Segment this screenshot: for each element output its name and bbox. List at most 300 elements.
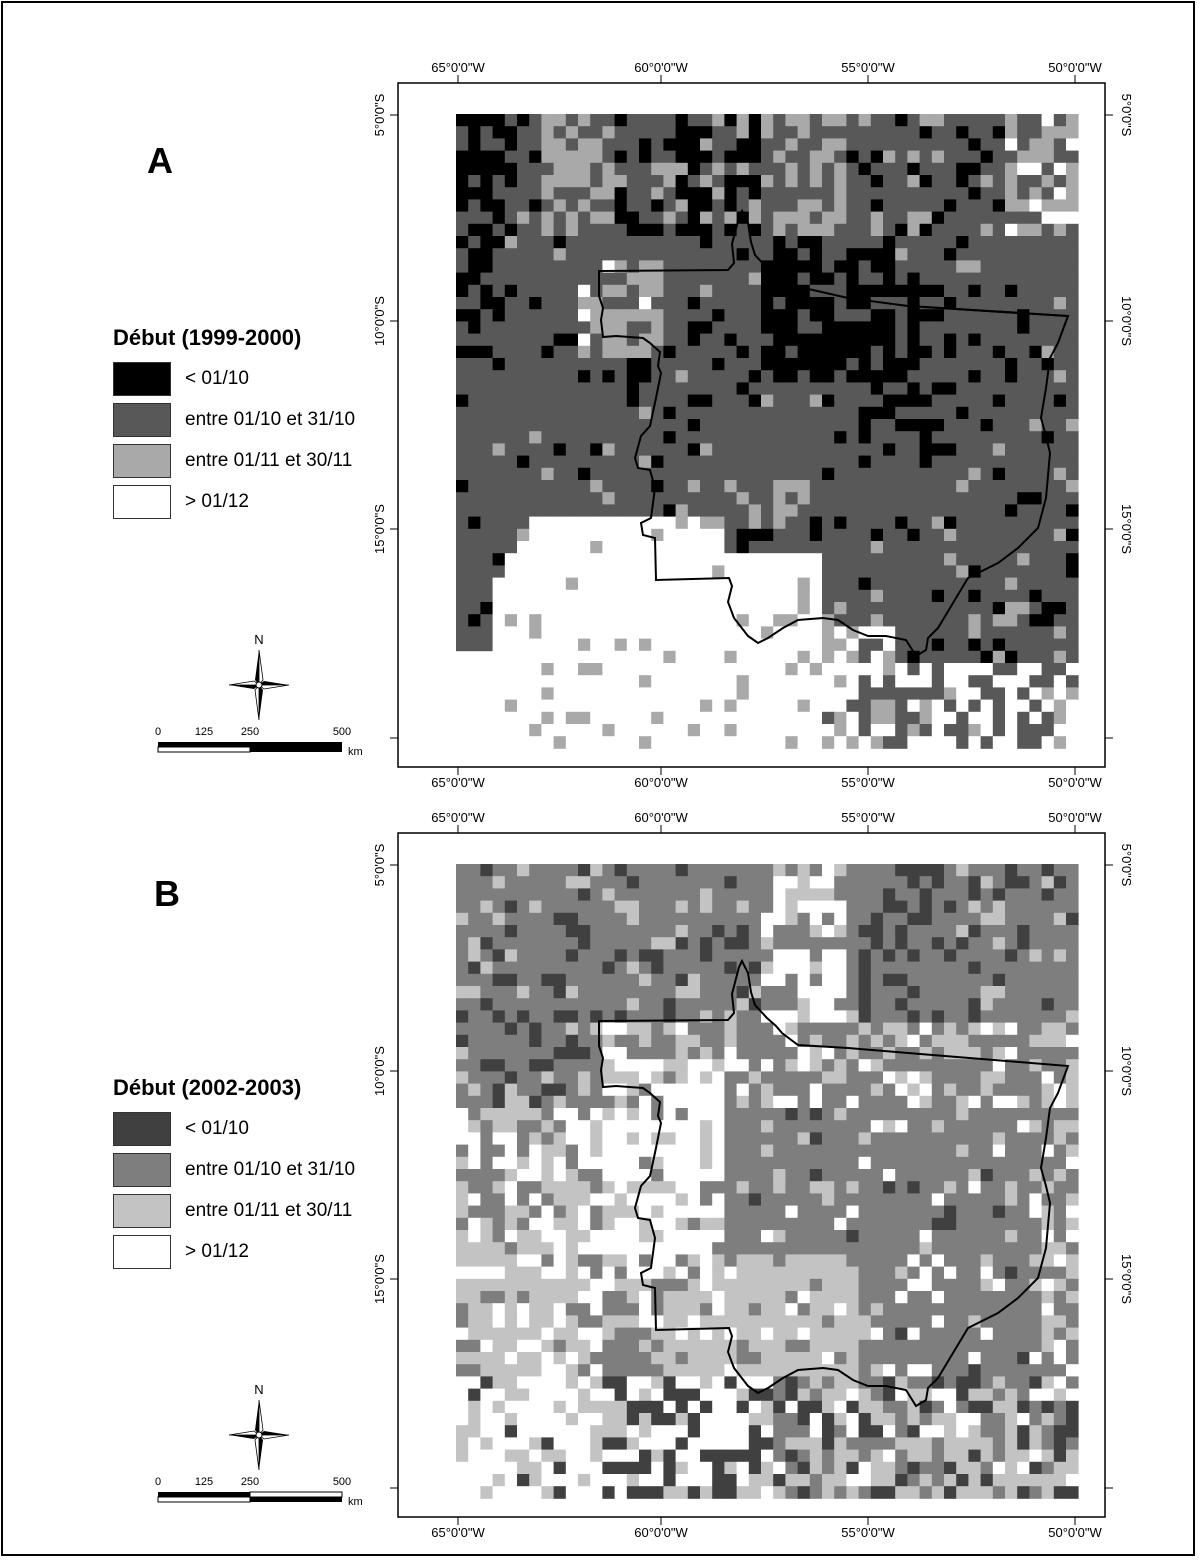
- raster-cell: [993, 949, 1006, 962]
- raster-cell: [676, 321, 689, 334]
- raster-cell: [724, 138, 737, 151]
- raster-cell: [663, 1291, 676, 1304]
- raster-cell: [615, 236, 628, 249]
- raster-cell: [712, 1023, 725, 1036]
- raster-cell: [456, 163, 469, 176]
- raster-cell: [468, 224, 481, 237]
- raster-cell: [590, 1206, 603, 1219]
- raster-cell: [724, 998, 737, 1011]
- raster-cell: [468, 1059, 481, 1072]
- raster-cell: [712, 1279, 725, 1292]
- raster-cell: [554, 1108, 567, 1121]
- raster-cell: [859, 864, 872, 877]
- raster-cell: [493, 876, 506, 889]
- raster-cell: [1017, 443, 1030, 456]
- raster-cell: [895, 395, 908, 408]
- raster-cell: [688, 962, 701, 975]
- raster-cell: [676, 712, 689, 725]
- raster-cell: [981, 199, 994, 212]
- raster-cell: [907, 468, 920, 481]
- raster-cell: [822, 962, 835, 975]
- raster-cell: [785, 334, 798, 347]
- raster-cell: [1017, 1389, 1030, 1402]
- raster-cell: [1054, 492, 1067, 505]
- raster-cell: [798, 212, 811, 225]
- raster-cell: [456, 431, 469, 444]
- raster-cell: [871, 1047, 884, 1060]
- raster-cell: [822, 443, 835, 456]
- raster-cell: [932, 1206, 945, 1219]
- raster-cell: [956, 468, 969, 481]
- raster-cell: [493, 1267, 506, 1280]
- raster-cell: [1029, 224, 1042, 237]
- raster-cell: [834, 1035, 847, 1048]
- raster-cell: [907, 901, 920, 914]
- raster-cell: [810, 974, 823, 987]
- raster-cell: [602, 937, 615, 950]
- raster-cell: [480, 602, 493, 615]
- raster-cell: [944, 321, 957, 334]
- raster-cell: [944, 639, 957, 652]
- raster-cell: [1017, 651, 1030, 664]
- raster-cell: [578, 1059, 591, 1072]
- raster-cell: [712, 541, 725, 554]
- raster-cell: [676, 541, 689, 554]
- raster-cell: [981, 614, 994, 627]
- raster-cell: [602, 248, 615, 261]
- raster-cell: [517, 1328, 530, 1341]
- raster-cell: [505, 456, 518, 469]
- raster-cell: [859, 1291, 872, 1304]
- raster-cell: [1029, 212, 1042, 225]
- raster-cell: [1029, 578, 1042, 591]
- raster-cell: [968, 1376, 981, 1389]
- raster-cell: [981, 1071, 994, 1084]
- raster-cell: [834, 1303, 847, 1316]
- raster-cell: [676, 199, 689, 212]
- raster-cell: [773, 1096, 786, 1109]
- raster-cell: [456, 1340, 469, 1353]
- raster-cell: [761, 913, 774, 926]
- raster-cell: [956, 260, 969, 273]
- raster-cell: [1054, 1145, 1067, 1158]
- raster-cell: [676, 236, 689, 249]
- raster-cell: [676, 480, 689, 493]
- raster-cell: [981, 212, 994, 225]
- raster-cell: [773, 1279, 786, 1292]
- raster-cell: [700, 651, 713, 664]
- raster-cell: [688, 913, 701, 926]
- raster-cell: [859, 395, 872, 408]
- raster-cell: [493, 1023, 506, 1036]
- raster-cell: [688, 1340, 701, 1353]
- raster-cell: [749, 1108, 762, 1121]
- raster-cell: [761, 212, 774, 225]
- raster-cell: [468, 925, 481, 938]
- raster-cell: [1029, 175, 1042, 188]
- raster-cell: [1005, 175, 1018, 188]
- raster-cell: [700, 529, 713, 542]
- raster-cell: [932, 986, 945, 999]
- raster-cell: [834, 126, 847, 139]
- raster-cell: [822, 1291, 835, 1304]
- raster-cell: [517, 1291, 530, 1304]
- raster-cell: [712, 382, 725, 395]
- raster-cell: [639, 151, 652, 164]
- raster-cell: [1029, 480, 1042, 493]
- raster-cell: [1017, 480, 1030, 493]
- raster-cell: [1066, 1242, 1079, 1255]
- raster-cell: [944, 626, 957, 639]
- raster-cell: [1054, 419, 1067, 432]
- raster-cell: [602, 370, 615, 383]
- raster-cell: [627, 962, 640, 975]
- raster-cell: [1066, 1010, 1079, 1023]
- scale-tick-label: 125: [194, 1476, 214, 1488]
- raster-cell: [1029, 236, 1042, 249]
- raster-cell: [554, 492, 567, 505]
- raster-cell: [480, 1218, 493, 1231]
- raster-cell: [749, 1230, 762, 1243]
- raster-cell: [505, 443, 518, 456]
- raster-cell: [871, 529, 884, 542]
- raster-cell: [615, 602, 628, 615]
- raster-cell: [932, 370, 945, 383]
- raster-cell: [578, 1035, 591, 1048]
- raster-cell: [688, 1401, 701, 1414]
- raster-cell: [981, 1218, 994, 1231]
- raster-cell: [785, 962, 798, 975]
- raster-cell: [883, 937, 896, 950]
- raster-cell: [541, 395, 554, 408]
- raster-cell: [468, 876, 481, 889]
- raster-cell: [761, 309, 774, 322]
- raster-cell: [676, 346, 689, 359]
- raster-cell: [993, 1023, 1006, 1036]
- raster-cell: [895, 199, 908, 212]
- raster-cell: [798, 1047, 811, 1060]
- raster-cell: [932, 1084, 945, 1097]
- raster-cell: [785, 138, 798, 151]
- raster-cell: [895, 913, 908, 926]
- raster-cell: [834, 1047, 847, 1060]
- raster-cell: [712, 687, 725, 700]
- raster-cell: [981, 1254, 994, 1267]
- raster-cell: [785, 974, 798, 987]
- raster-cell: [773, 443, 786, 456]
- raster-cell: [871, 901, 884, 914]
- raster-cell: [761, 1169, 774, 1182]
- raster-cell: [1066, 1364, 1079, 1377]
- raster-cell: [798, 480, 811, 493]
- raster-cell: [1029, 1242, 1042, 1255]
- raster-cell: [688, 876, 701, 889]
- raster-cell: [761, 1193, 774, 1206]
- raster-cell: [700, 1254, 713, 1267]
- raster-cell: [871, 949, 884, 962]
- raster-cell: [627, 937, 640, 950]
- raster-cell: [968, 1059, 981, 1072]
- raster-cell: [505, 553, 518, 566]
- raster-cell: [932, 998, 945, 1011]
- raster-cell: [468, 1413, 481, 1426]
- raster-cell: [651, 614, 664, 627]
- raster-cell: [907, 864, 920, 877]
- raster-cell: [578, 986, 591, 999]
- raster-cell: [468, 937, 481, 950]
- raster-cell: [993, 285, 1006, 298]
- raster-cell: [895, 382, 908, 395]
- raster-cell: [578, 456, 591, 469]
- raster-cell: [871, 1096, 884, 1109]
- raster-cell: [676, 1340, 689, 1353]
- raster-cell: [846, 443, 859, 456]
- raster-cell: [737, 712, 750, 725]
- raster-cell: [737, 517, 750, 530]
- raster-cell: [517, 736, 530, 749]
- raster-cell: [993, 888, 1006, 901]
- raster-cell: [956, 370, 969, 383]
- raster-cell: [956, 986, 969, 999]
- raster-cell: [566, 1193, 579, 1206]
- raster-cell: [676, 626, 689, 639]
- raster-cell: [468, 236, 481, 249]
- raster-cell: [529, 480, 542, 493]
- raster-cell: [554, 565, 567, 578]
- raster-cell: [615, 700, 628, 713]
- raster-cell: [993, 358, 1006, 371]
- raster-cell: [846, 236, 859, 249]
- raster-cell: [871, 212, 884, 225]
- raster-cell: [1005, 1267, 1018, 1280]
- raster-cell: [895, 1291, 908, 1304]
- raster-cell: [639, 126, 652, 139]
- raster-cell: [932, 224, 945, 237]
- raster-cell: [1066, 913, 1079, 926]
- raster-cell: [822, 431, 835, 444]
- raster-cell: [932, 260, 945, 273]
- raster-cell: [566, 639, 579, 652]
- raster-cell: [554, 700, 567, 713]
- raster-cell: [944, 901, 957, 914]
- raster-cell: [468, 1364, 481, 1377]
- raster-cell: [505, 1364, 518, 1377]
- raster-cell: [883, 1108, 896, 1121]
- raster-cell: [651, 1389, 664, 1402]
- raster-cell: [566, 925, 579, 938]
- raster-cell: [773, 614, 786, 627]
- raster-cell: [785, 260, 798, 273]
- raster-cell: [493, 419, 506, 432]
- raster-cell: [1029, 443, 1042, 456]
- raster-cell: [529, 1303, 542, 1316]
- raster-cell: [602, 1230, 615, 1243]
- raster-cell: [541, 1047, 554, 1060]
- raster-cell: [566, 236, 579, 249]
- raster-cell: [712, 1071, 725, 1084]
- raster-cell: [907, 212, 920, 225]
- raster-cell: [1042, 639, 1055, 652]
- raster-cell: [956, 913, 969, 926]
- raster-cell: [920, 949, 933, 962]
- raster-cell: [566, 1120, 579, 1133]
- raster-cell: [773, 1340, 786, 1353]
- raster-cell: [493, 224, 506, 237]
- raster-cell: [529, 1376, 542, 1389]
- raster-cell: [639, 395, 652, 408]
- raster-cell: [761, 1376, 774, 1389]
- raster-cell: [981, 443, 994, 456]
- raster-cell: [907, 1181, 920, 1194]
- raster-cell: [956, 614, 969, 627]
- raster-cell: [627, 419, 640, 432]
- raster-cell: [480, 1059, 493, 1072]
- raster-cell: [602, 651, 615, 664]
- raster-cell: [907, 962, 920, 975]
- raster-cell: [663, 114, 676, 127]
- raster-cell: [907, 297, 920, 310]
- raster-cell: [883, 925, 896, 938]
- raster-cell: [785, 468, 798, 481]
- raster-cell: [529, 358, 542, 371]
- raster-cell: [834, 468, 847, 481]
- raster-cell: [651, 925, 664, 938]
- raster-cell: [846, 126, 859, 139]
- raster-cell: [688, 382, 701, 395]
- raster-cell: [810, 1084, 823, 1097]
- raster-cell: [639, 553, 652, 566]
- raster-cell: [529, 334, 542, 347]
- raster-cell: [602, 273, 615, 286]
- raster-cell: [590, 248, 603, 261]
- raster-cell: [895, 260, 908, 273]
- raster-cell: [651, 675, 664, 688]
- raster-cell: [639, 407, 652, 420]
- legend-swatch: [113, 362, 171, 396]
- raster-cell: [517, 1242, 530, 1255]
- raster-cell: [468, 626, 481, 639]
- raster-cell: [1066, 602, 1079, 615]
- raster-cell: [737, 1010, 750, 1023]
- raster-cell: [822, 1096, 835, 1109]
- raster-cell: [749, 175, 762, 188]
- raster-cell: [602, 163, 615, 176]
- raster-cell: [1005, 1352, 1018, 1365]
- raster-cell: [627, 529, 640, 542]
- raster-cell: [785, 1352, 798, 1365]
- raster-cell: [822, 407, 835, 420]
- raster-cell: [1066, 492, 1079, 505]
- raster-cell: [749, 1010, 762, 1023]
- raster-cell: [590, 1254, 603, 1267]
- raster-cell: [602, 114, 615, 127]
- raster-cell: [773, 529, 786, 542]
- raster-cell: [1066, 651, 1079, 664]
- raster-cell: [871, 358, 884, 371]
- raster-cell: [529, 1413, 542, 1426]
- raster-cell: [1017, 675, 1030, 688]
- raster-cell: [773, 1352, 786, 1365]
- raster-cell: [993, 321, 1006, 334]
- raster-cell: [1017, 1169, 1030, 1182]
- raster-cell: [517, 864, 530, 877]
- raster-cell: [688, 321, 701, 334]
- raster-cell: [724, 529, 737, 542]
- raster-cell: [993, 565, 1006, 578]
- raster-cell: [798, 504, 811, 517]
- raster-cell: [859, 504, 872, 517]
- raster-cell: [676, 949, 689, 962]
- raster-cell: [566, 553, 579, 566]
- raster-cell: [749, 199, 762, 212]
- raster-cell: [773, 651, 786, 664]
- raster-cell: [529, 687, 542, 700]
- raster-cell: [920, 687, 933, 700]
- raster-cell: [761, 1059, 774, 1072]
- raster-cell: [663, 504, 676, 517]
- raster-cell: [529, 492, 542, 505]
- raster-cell: [724, 199, 737, 212]
- raster-cell: [1042, 1401, 1055, 1414]
- raster-cell: [676, 517, 689, 530]
- raster-cell: [968, 1169, 981, 1182]
- raster-cell: [1005, 687, 1018, 700]
- raster-cell: [566, 888, 579, 901]
- raster-cell: [529, 962, 542, 975]
- raster-cell: [639, 443, 652, 456]
- raster-cell: [529, 1315, 542, 1328]
- raster-cell: [505, 309, 518, 322]
- raster-cell: [505, 1193, 518, 1206]
- raster-cell: [895, 925, 908, 938]
- raster-cell: [968, 175, 981, 188]
- raster-cell: [688, 626, 701, 639]
- raster-cell: [968, 236, 981, 249]
- raster-cell: [554, 114, 567, 127]
- raster-cell: [968, 1120, 981, 1133]
- raster-cell: [566, 1096, 579, 1109]
- raster-cell: [1042, 949, 1055, 962]
- raster-cell: [968, 395, 981, 408]
- raster-cell: [493, 1145, 506, 1158]
- raster-cell: [737, 1279, 750, 1292]
- raster-cell: [895, 163, 908, 176]
- raster-cell: [541, 553, 554, 566]
- raster-cell: [761, 492, 774, 505]
- raster-cell: [724, 1047, 737, 1060]
- raster-cell: [981, 1169, 994, 1182]
- raster-cell: [846, 1206, 859, 1219]
- raster-cell: [712, 431, 725, 444]
- raster-cell: [615, 407, 628, 420]
- raster-cell: [615, 1291, 628, 1304]
- raster-cell: [749, 419, 762, 432]
- raster-cell: [1042, 1340, 1055, 1353]
- raster-cell: [517, 1108, 530, 1121]
- raster-cell: [529, 370, 542, 383]
- raster-cell: [920, 675, 933, 688]
- raster-cell: [1017, 504, 1030, 517]
- raster-cell: [1005, 248, 1018, 261]
- raster-cell: [651, 962, 664, 975]
- raster-cell: [529, 541, 542, 554]
- raster-cell: [493, 639, 506, 652]
- raster-cell: [541, 888, 554, 901]
- raster-cell: [834, 138, 847, 151]
- raster-cell: [907, 443, 920, 456]
- raster-cell: [712, 175, 725, 188]
- raster-cell: [1054, 407, 1067, 420]
